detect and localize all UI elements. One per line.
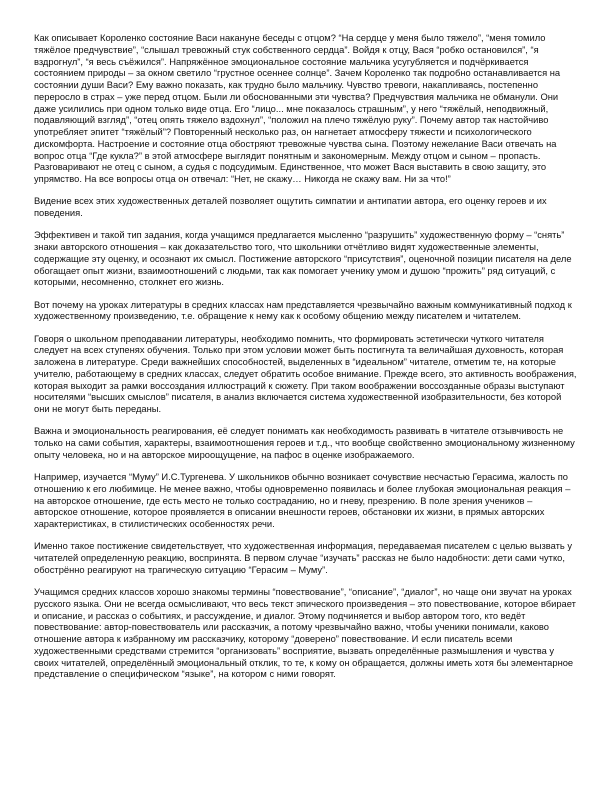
paragraph-details-sympathy: Видение всех этих художественных деталей позволяет ощутить симпатии и антипатии автора, его оценку героев и их поведения. (34, 196, 547, 218)
paragraph-school-teaching: Говоря о школьном преподавании литературы, необходимо помнить, что формировать эстетически чуткого читателя следует на всех ступенях обучения. Только при этом условии может быть постигнута та величайшая духовность, которая заложена в литературе. Среди важнейших способностей, выделенных в “идеальном” читателе, отметим те, на которые учителю, работающему в средних классах, следует обратить особое внимание. Прежде всего, это активность воображения, которая выходит за рамки воссоздания иллюстраций к сюжету. При таком воображении воссозданные образы выступают носителями “высших смыслов” писателя, в анализ включается система художественной изобразительности, без которой они не могут быть переданы. (34, 333, 577, 414)
paragraph-emotionality: Важна и эмоциональность реагирования, её следует понимать как необходимость развивать в читателе отзывчивость не только на сами события, характеры, взаимоотношения героев и т.д., что вообще свойственно эмоциональному жизненному опыту человека, но и на авторское мироощущение, на пафос в оценке изображаемого. (34, 426, 575, 460)
paragraph-vasya-state: Как описывает Короленко состояние Васи накануне беседы с отцом? “На сердце у меня было тяжело”, “меня томило тяжёлое предчувствие”, “слышал тревожный стук собственного сердца”. Войдя к отцу, Вася “робко остановился”, “я вздрогнул”, “я весь съёжился”. Напряжённое эмоциональное состояние мальчика усугубляется и подчёркивается состоянием природы – за окном светило “грустное осеннее солнце”. Зачем Короленко так подробно останавливается на состоянии души Васи? Ему важно показать, как трудно было мальчику. Чувство тревоги, накапливаясь, постепенно переросло в страх – уже перед отцом. Были ли обоснованными эти чувства? Предчувствия мальчика не обманули. Они даже усилились при одном только виде отца. Его “лицо... мне показалось страшным”, у него “тяжёлый, неподвижный, подавляющий взгляд”, “отец опять тяжело вздохнул”, “положил на плечо тяжёлую руку”. Почему автор так настойчиво употребляет эпитет “тяжёлый”? Повторенный несколько раз, он нагнетает атмосферу тяжести и психологического дискомфорта. Настроение и состояние отца обостряют тревожные чувства сына. Поэтому нежелание Васи отвечать на вопрос отца “Где кукла?” в этой атмосфере выглядит понятным и закономерным. Между отцом и сыном – пропасть. Разговаривают не отец с сыном, а судья с подсудимым. Единственное, что может Вася выставить в свою защиту, это упрямство. На все вопросы отца он отвечал: “Нет, не скажу… Никогда не скажу вам. Ни за что!” (34, 33, 561, 184)
paragraph-communicative-approach: Вот почему на уроках литературы в средних классах нам представляется чрезвычайно важным коммуникативный подход к художественному произведению, т.е. обращение к нему как к особому общению между писателем и читателем. (34, 299, 572, 322)
paragraph-narration-terms: Учащимся средних классов хорошо знакомы термины “повествование”, “описание”, “диалог”, но чаще они звучат на уроках русского языка. Они не всегда осмысливают, что весь текст эпического произведения – это повествование, которое вбирает и описание, и рассказ о событиях, и рассуждение, и диалог. Этому подчиняется и выбор автором того, кто ведёт повествование: автор-повествователь или рассказчик, а потому чрезвычайно важно, чтобы ученики понимали, каково отношение автора к избранному им рассказчику, которому “доверено” повествование. И если писатель всеми художественными средствами стремится “организовать” восприятие, вызвать определённые размышления и чувства у своих читателей, определённый эмоциональный отклик, то те, к кому он обращается, должны иметь хотя бы элементарное представление о специфическом “языке”, на котором с ними говорят. (34, 587, 576, 680)
paragraph-mumu-example: Например, изучается “Муму” И.С.Тургенева. У школьников обычно возникает сочувствие несчастью Герасима, жалость по отношению к его любимице. Не менее важно, чтобы одновременно появилась и более глубокая эмоциональная реакция – на авторское отношение, где есть место не только состраданию, но и гневу, презрению. В поле зрения учеников – авторское отношение, которое проявляется в описании внешности героев, обстановки их жизни, в прямых авторских характеристиках, в стилистических особенностях речи. (34, 472, 571, 529)
paragraph-information-perceived: Именно такое постижение свидетельствует, что художественная информация, передаваемая писателем с целью вызвать у читателей определенную реакцию, воспринята. В первом случае “изучать” рассказ не было надобности: дети сами чутко, обострённо реагируют на трагическую ситуацию “Герасим – Муму”. (34, 541, 573, 575)
paragraph-task-type: Эффективен и такой тип задания, когда учащимся предлагается мысленно “разрушить” художественную форму – “снять” знаки авторского отношения – как доказательство того, что школьники отчётливо видят художественные элементы, содержащие эту оценку, и осознают их смысл. Постижение авторского “присутствия”, оценочной позиции писателя на деле обогащает опыт жизни, взаимоотношений с людьми, так как помогает ученику умом и душою “прожить” ряд ситуаций, с которыми, несомненно, столкнет его жизнь. (34, 230, 572, 288)
